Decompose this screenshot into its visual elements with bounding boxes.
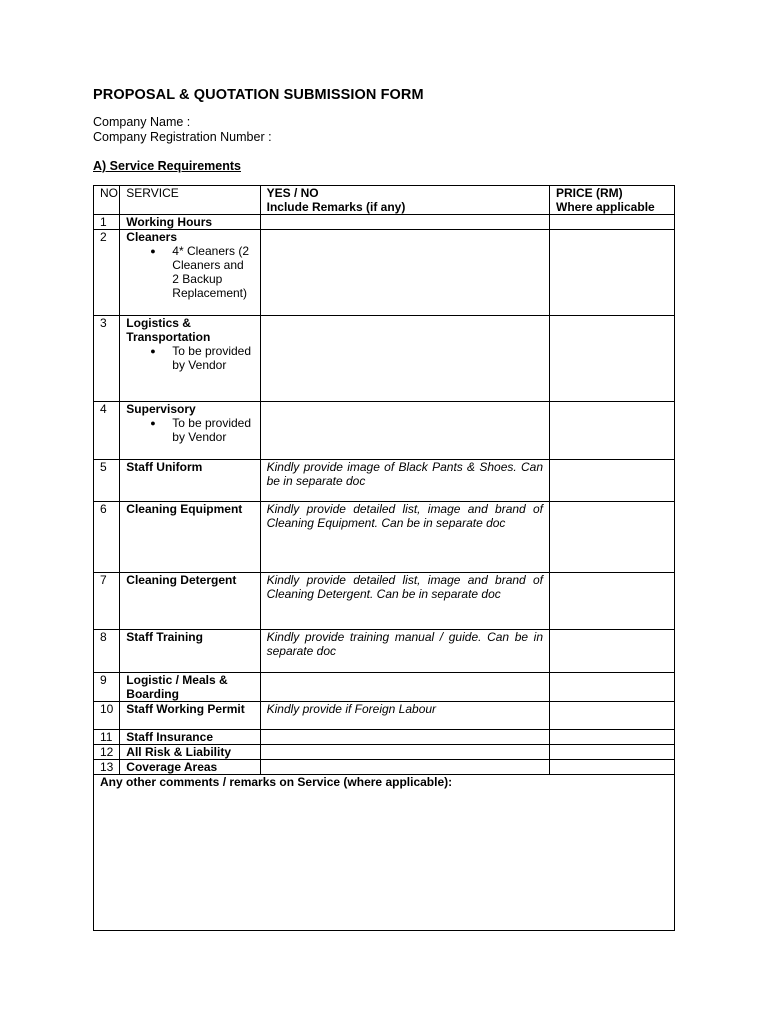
row-service: Cleaners	[126, 230, 177, 244]
row-service: Logistic / Meals & Boarding	[120, 673, 260, 702]
row-remarks-cell[interactable]	[260, 730, 549, 745]
row-remarks-cell[interactable]	[260, 760, 549, 775]
table-row	[94, 760, 675, 775]
comments-label: Any other comments / remarks on Service (where applicable):	[100, 775, 453, 789]
table-row	[94, 502, 675, 573]
row-service: Logistics & Transportation	[126, 316, 211, 344]
row-price-cell[interactable]	[550, 402, 675, 460]
row-remarks-cell[interactable]: Kindly provide detailed list, image and brand of Cleaning Detergent. Can be in separate doc	[260, 573, 549, 630]
row-service-cell	[120, 402, 260, 460]
row-no: 8	[94, 630, 120, 673]
row-service: Cleaning Detergent	[120, 573, 260, 630]
row-price-cell[interactable]	[550, 630, 675, 673]
row-remarks-cell[interactable]: Kindly provide if Foreign Labour	[260, 702, 549, 730]
table-row	[94, 316, 675, 402]
row-no: 1	[94, 215, 120, 230]
row-price-cell[interactable]	[550, 316, 675, 402]
service-requirements-table	[93, 185, 675, 931]
table-row	[94, 230, 675, 316]
row-price-cell[interactable]	[550, 730, 675, 745]
row-price-cell[interactable]	[550, 760, 675, 775]
row-service: Staff Working Permit	[120, 702, 260, 730]
list-item: ● 4* Cleaners (2 Cleaners and 2 Backup Replacement)	[150, 244, 250, 300]
service-sub-list	[126, 344, 253, 372]
row-service: Staff Training	[120, 630, 260, 673]
header-price	[550, 186, 675, 215]
row-no: 6	[94, 502, 120, 573]
row-price-cell[interactable]	[550, 702, 675, 730]
company-name-label: Company Name :	[93, 115, 191, 129]
row-no: 9	[94, 673, 120, 702]
table-row	[94, 702, 675, 730]
row-service: Working Hours	[120, 215, 260, 230]
bullet-icon: ●	[150, 246, 156, 256]
service-sub-list	[126, 244, 253, 300]
row-remarks-cell[interactable]	[260, 215, 549, 230]
row-no: 11	[94, 730, 120, 745]
company-registration-label: Company Registration Number :	[93, 130, 272, 144]
row-remarks-cell[interactable]	[260, 745, 549, 760]
section-a-heading: A) Service Requirements	[93, 159, 241, 173]
table-row	[94, 573, 675, 630]
header-price-line2: Where applicable	[556, 200, 655, 214]
header-yes-no-line1: YES / NO	[266, 186, 319, 200]
list-item: ● To be provided by Vendor	[150, 416, 252, 444]
service-sub-list	[126, 416, 253, 444]
row-remarks-cell[interactable]	[260, 230, 549, 316]
row-no: 3	[94, 316, 120, 402]
comments-row	[94, 775, 675, 931]
table-row	[94, 730, 675, 745]
table-header-row	[94, 186, 675, 215]
row-price-cell[interactable]	[550, 230, 675, 316]
row-no: 4	[94, 402, 120, 460]
row-price-cell[interactable]	[550, 673, 675, 702]
form-title: PROPOSAL & QUOTATION SUBMISSION FORM	[93, 87, 424, 103]
header-yes-no-line2: Include Remarks (if any)	[266, 200, 406, 214]
row-price-cell[interactable]	[550, 573, 675, 630]
table-row	[94, 402, 675, 460]
row-price-cell[interactable]	[550, 215, 675, 230]
row-service: Coverage Areas	[120, 760, 260, 775]
list-item: ● To be provided by Vendor	[150, 344, 252, 372]
row-remarks-cell[interactable]	[260, 673, 549, 702]
row-service: Cleaning Equipment	[120, 502, 260, 573]
table-row	[94, 630, 675, 673]
row-no: 7	[94, 573, 120, 630]
row-service-cell	[120, 316, 260, 402]
row-price-cell[interactable]	[550, 502, 675, 573]
row-remarks-cell[interactable]: Kindly provide detailed list, image and brand of Cleaning Equipment. Can be in separate doc	[260, 502, 549, 573]
row-remarks-cell[interactable]: Kindly provide image of Black Pants & Shoes. Can be in separate doc	[260, 460, 549, 502]
row-no: 10	[94, 702, 120, 730]
row-price-cell[interactable]	[550, 460, 675, 502]
bullet-icon: ●	[150, 346, 156, 356]
row-remarks-cell[interactable]	[260, 316, 549, 402]
comments-field[interactable]	[94, 775, 675, 931]
table-row	[94, 215, 675, 230]
bullet-icon: ●	[150, 418, 156, 428]
row-price-cell[interactable]	[550, 745, 675, 760]
row-service: Staff Uniform	[120, 460, 260, 502]
table-row	[94, 460, 675, 502]
row-service: All Risk & Liability	[120, 745, 260, 760]
row-no: 13	[94, 760, 120, 775]
header-service: SERVICE	[120, 186, 260, 215]
row-no: 5	[94, 460, 120, 502]
header-price-line1: PRICE (RM)	[556, 186, 623, 200]
table-row	[94, 673, 675, 702]
row-no: 2	[94, 230, 120, 316]
row-service: Supervisory	[126, 402, 196, 416]
table-row	[94, 745, 675, 760]
row-service: Staff Insurance	[120, 730, 260, 745]
row-service-cell	[120, 230, 260, 316]
header-yes-no	[260, 186, 549, 215]
row-no: 12	[94, 745, 120, 760]
row-remarks-cell[interactable]	[260, 402, 549, 460]
row-remarks-cell[interactable]: Kindly provide training manual / guide. Can be in separate doc	[260, 630, 549, 673]
header-no: NO	[94, 186, 120, 215]
